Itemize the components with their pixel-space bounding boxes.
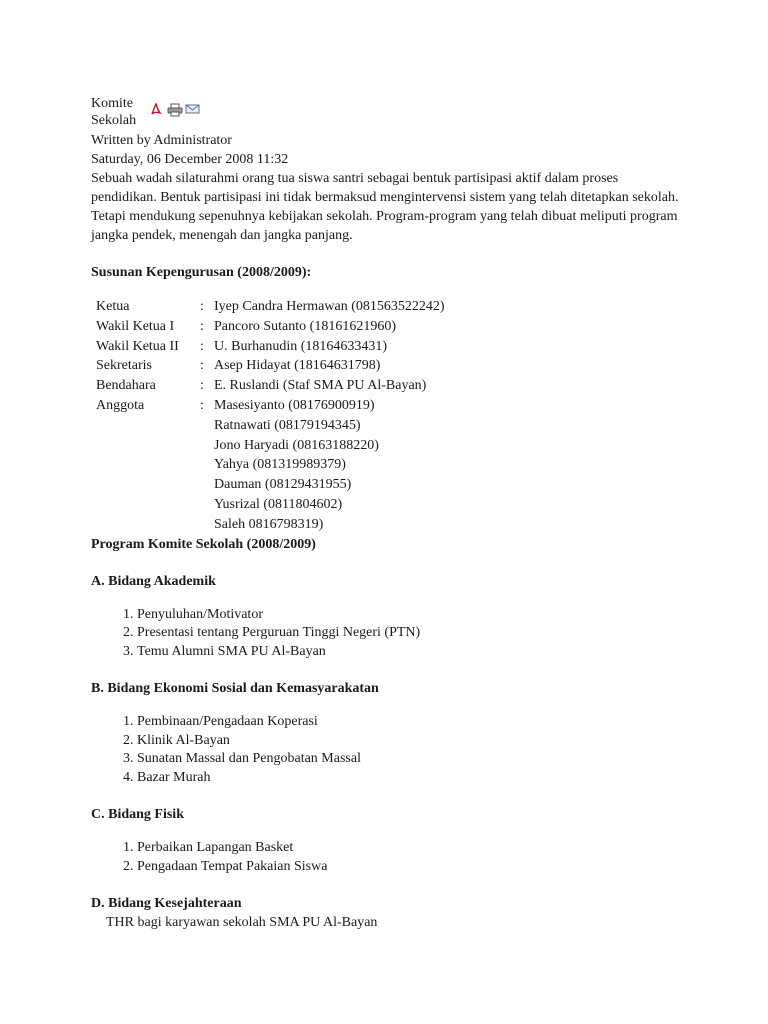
committee-member: Iyep Candra Hermawan (081563522242) bbox=[214, 299, 445, 314]
list-item: 2. Pengadaan Tempat Pakaian Siswa bbox=[137, 858, 691, 877]
committee-member: Pancoro Sutanto (18161621960) bbox=[214, 318, 396, 334]
committee-role bbox=[94, 455, 198, 475]
committee-colon bbox=[198, 475, 212, 495]
list-item: 3. Temu Alumni SMA PU Al-Bayan bbox=[137, 643, 691, 662]
list-item: 1. Penyuluhan/Motivator bbox=[137, 606, 691, 625]
program-list bbox=[91, 839, 691, 876]
committee-colon bbox=[198, 436, 212, 456]
committee-role: Anggota bbox=[96, 397, 145, 413]
list-item: 3. Sunatan Massal dan Pengobatan Massal bbox=[137, 750, 691, 769]
committee-colon: : bbox=[200, 299, 204, 314]
committee-colon: : bbox=[200, 338, 204, 354]
committee-colon bbox=[198, 515, 212, 535]
committee-role bbox=[94, 475, 198, 495]
committee-row bbox=[94, 376, 447, 396]
committee-row bbox=[94, 475, 447, 495]
welfare-text: THR bagi karyawan sekolah SMA PU Al-Bayan bbox=[106, 915, 378, 931]
program-section-title: C. Bidang Fisik bbox=[91, 807, 184, 823]
article-author: Written by Administrator bbox=[91, 133, 232, 148]
committee-colon: : bbox=[200, 358, 204, 374]
committee-member: Dauman (08129431955) bbox=[214, 477, 352, 493]
committee-role bbox=[94, 416, 198, 436]
committee-member: Ratnawati (08179194345) bbox=[214, 417, 361, 433]
print-icon[interactable] bbox=[167, 103, 181, 116]
welfare-heading: D. Bidang Kesejahteraan bbox=[91, 896, 242, 912]
pdf-icon[interactable] bbox=[149, 103, 163, 116]
committee-row bbox=[94, 317, 447, 337]
committee-role bbox=[94, 436, 198, 456]
committee-row bbox=[94, 297, 447, 317]
program-list bbox=[91, 606, 691, 662]
committee-member: Asep Hidayat (18164631798) bbox=[214, 358, 381, 374]
committee-row bbox=[94, 356, 447, 376]
list-item: 2. Presentasi tentang Perguruan Tinggi Negeri (PTN) bbox=[137, 624, 691, 643]
article bbox=[91, 95, 691, 932]
committee-member: Yahya (081319989379) bbox=[214, 457, 346, 473]
article-actions bbox=[149, 103, 199, 116]
committee-row bbox=[94, 455, 447, 475]
program-list bbox=[91, 713, 691, 787]
committee-colon: : bbox=[200, 318, 204, 334]
program-section-title: B. Bidang Ekonomi Sosial dan Kemasyarakatan bbox=[91, 681, 379, 697]
list-item: 2. Klinik Al-Bayan bbox=[137, 732, 691, 751]
committee-row bbox=[94, 495, 447, 515]
committee-member: E. Ruslandi (Staf SMA PU Al-Bayan) bbox=[214, 378, 427, 394]
committee-table bbox=[94, 297, 447, 535]
committee-heading: Susunan Kepengurusan (2008/2009): bbox=[91, 265, 312, 280]
article-header bbox=[91, 95, 691, 129]
article-title-line-1: Komite bbox=[91, 96, 133, 111]
email-icon[interactable] bbox=[185, 103, 199, 116]
list-item: 4. Bazar Murah bbox=[137, 769, 691, 788]
committee-role: Wakil Ketua I bbox=[96, 318, 175, 334]
committee-role bbox=[94, 515, 198, 535]
committee-colon bbox=[198, 416, 212, 436]
committee-role: Sekretaris bbox=[96, 358, 152, 374]
committee-row bbox=[94, 396, 447, 416]
program-sections bbox=[91, 572, 691, 877]
committee-member: U. Burhanudin (18164633431) bbox=[214, 338, 388, 354]
list-item: 1. Perbaikan Lapangan Basket bbox=[137, 839, 691, 858]
committee-row bbox=[94, 436, 447, 456]
committee-row bbox=[94, 515, 447, 535]
article-intro: Sebuah wadah silaturahmi orang tua siswa santri sebagai bentuk partisipasi aktif dalam proses pendidikan. Bentuk partisipasi ini tidak bermaksud mengintervensi sistem yang telah ditetapkan sekolah. Tetapi mendukung sepenuhnya kebijakan sekolah. Program-program yang telah dibuat meliputi program jangka pendek, menengah dan jangka panjang. bbox=[91, 171, 679, 243]
program-section-title: A. Bidang Akademik bbox=[91, 573, 216, 589]
article-date: Saturday, 06 December 2008 11:32 bbox=[91, 152, 289, 167]
committee-member: Saleh 0816798319) bbox=[214, 516, 324, 532]
committee-member: Masesiyanto (08176900919) bbox=[214, 397, 375, 413]
program-heading: Program Komite Sekolah (2008/2009) bbox=[91, 536, 316, 552]
committee-colon bbox=[198, 495, 212, 515]
committee-colon bbox=[198, 455, 212, 475]
committee-member: Yusrizal (0811804602) bbox=[214, 496, 343, 512]
list-item: 1. Pembinaan/Pengadaan Koperasi bbox=[137, 713, 691, 732]
committee-row bbox=[94, 416, 447, 436]
committee-colon: : bbox=[200, 378, 204, 394]
committee-colon: : bbox=[200, 397, 204, 413]
article-title bbox=[91, 95, 143, 129]
article-title-line-2: Sekolah bbox=[91, 113, 137, 128]
committee-role: Bendahara bbox=[96, 378, 156, 394]
committee-role: Wakil Ketua II bbox=[96, 338, 179, 354]
committee-role bbox=[94, 495, 198, 515]
committee-role: Ketua bbox=[96, 299, 130, 314]
committee-row bbox=[94, 337, 447, 357]
committee-member: Jono Haryadi (08163188220) bbox=[214, 437, 379, 453]
